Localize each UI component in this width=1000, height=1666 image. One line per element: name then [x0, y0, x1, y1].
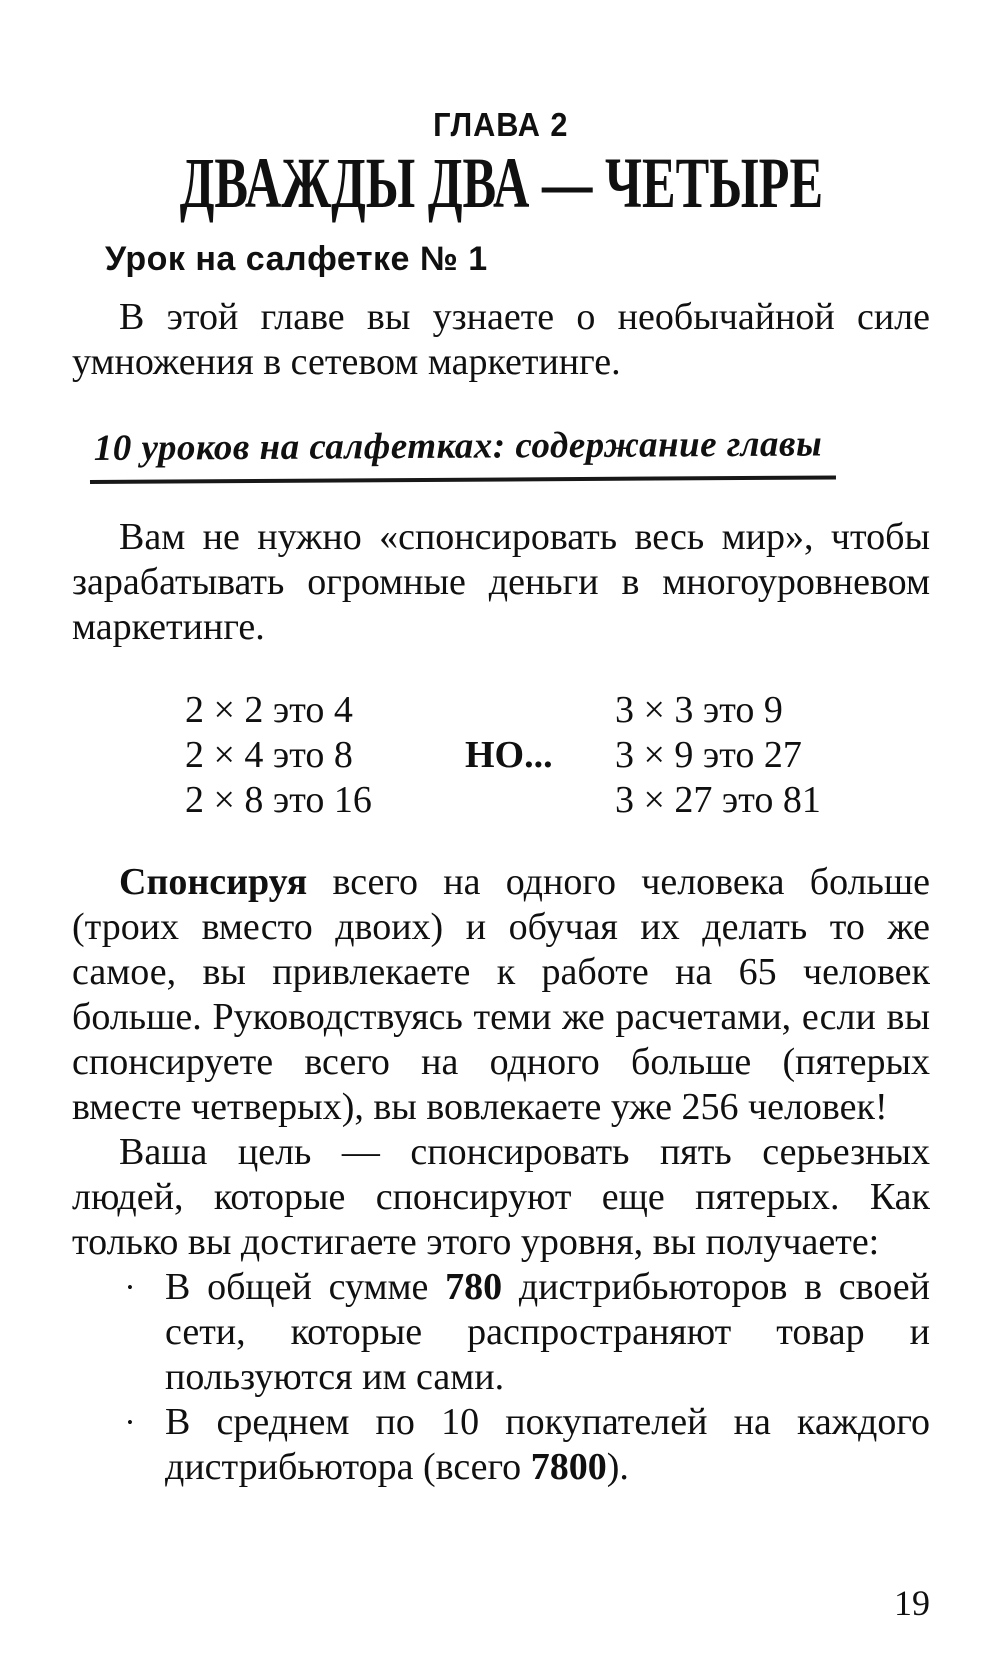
bullet-icon: • [127, 1413, 133, 1432]
table-row: 3 × 9 это 27 [615, 734, 802, 776]
lesson-heading: Урок на салфетке № 1 [105, 240, 488, 278]
table-row: 2 × 2 это 4 [185, 689, 353, 731]
list-item-bold-number: 780 [445, 1266, 503, 1308]
multiplication-comparison-table [72, 688, 930, 823]
chapter-title [72, 144, 930, 224]
chapter-title-text: ДВАЖДЫ ДВА — ЧЕТЫРЕ [179, 144, 823, 224]
list-item-bold-number: 7800 [530, 1446, 607, 1488]
list-item-text-pre: В среднем по 10 покупателей на каждого дистрибьютора (всего [165, 1401, 930, 1488]
table-column-threes [615, 688, 821, 823]
table-row: 2 × 8 это 16 [185, 779, 372, 821]
benefits-list [72, 1265, 930, 1490]
intro-paragraph: В этой главе вы узнаете о необычайной силе умножения в сетевом маркетинге. [72, 296, 930, 383]
list-item-text-pre: В общей сумме [165, 1266, 446, 1308]
table-row: 2 × 4 это 8 [185, 734, 353, 776]
chapter-label [72, 105, 930, 145]
paragraph-sponsoring [72, 860, 930, 1130]
chapter-label-text: ГЛАВА 2 [433, 106, 569, 143]
table-connector-label: НО... [465, 734, 553, 776]
list-item-text-post: дистрибьюторов в своей сети, которые распространяют товар и пользуются им сами. [165, 1266, 931, 1398]
table-row: 3 × 3 это 9 [615, 689, 783, 731]
table-column-twos [185, 688, 395, 823]
paragraph-sponsor-world: Вам не нужно «спонсировать весь мир», чтобы зарабатывать огромные деньги в многоуровневом маркетинге. [72, 516, 930, 648]
section-heading-underlined: 10 уроков на салфетках: содержание главы [90, 423, 837, 484]
paragraph-sponsoring-bold-lead: Спонсируя [119, 861, 308, 903]
page-number: 19 [894, 1583, 930, 1623]
paragraph-sponsoring-rest: всего на одного человека больше (троих вместо двоих) и обучая их делать то же самое, вы привлекаете к работе на 65 человек больше. Руководствуясь теми же расчетами, если вы спонсируете всего на одного больше (пятерых вместе четверых), вы вовлекаете уже 256 человек! [72, 861, 930, 1128]
bullet-icon: • [127, 1278, 133, 1297]
paragraph-goal: Ваша цель — спонсировать пять серьезных людей, которые спонсируют еще пятерых. Как только вы достигаете этого уровня, вы получаете: [72, 1131, 930, 1263]
list-item-customers [72, 1400, 930, 1490]
list-item-text-post: ). [606, 1446, 629, 1488]
list-item-distributors [72, 1265, 930, 1400]
table-row: 3 × 27 это 81 [615, 779, 821, 821]
